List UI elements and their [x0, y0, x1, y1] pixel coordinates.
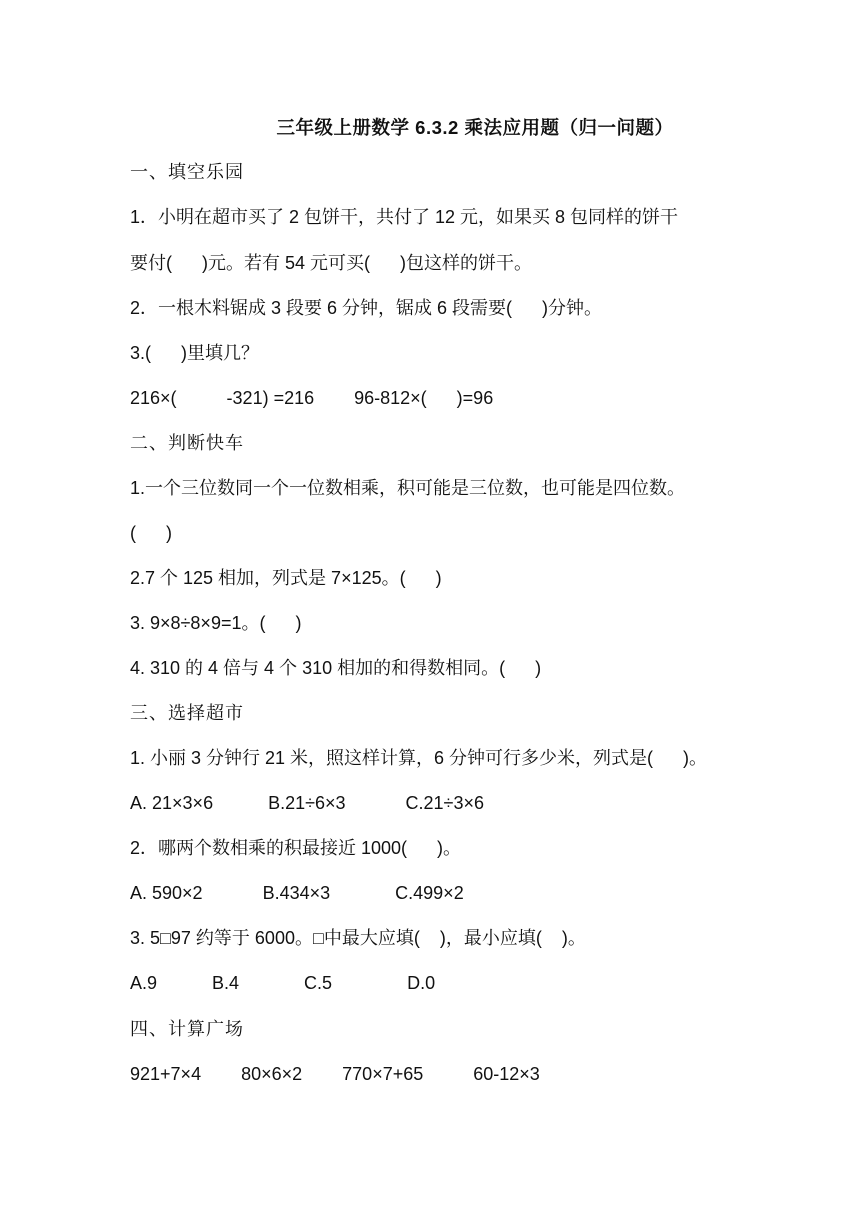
worksheet-title: 三年级上册数学 6.3.2 乘法应用题（归一问题）	[276, 117, 674, 138]
section-heading-calculation: 四、计算广场	[130, 1019, 244, 1039]
question-choice-2-options: A. 590×2 B.434×3 C.499×2	[130, 883, 464, 903]
question-fill-3-equations: 216×( -321) =216 96-812×( )=96	[130, 388, 494, 408]
question-choice-1-options: A. 21×3×6 B.21÷6×3 C.21÷3×6	[130, 793, 484, 813]
question-fill-1-line-1: 1．小明在超市买了 2 包饼干，共付了 12 元，如果买 8 包同样的饼干	[130, 207, 679, 227]
question-fill-2: 2．一根木料锯成 3 段要 6 分钟，锯成 6 段需要( )分钟。	[130, 298, 603, 318]
question-fill-3: 3.( )里填几？	[130, 343, 260, 363]
question-choice-2: 2．哪两个数相乘的积最接近 1000( )。	[130, 838, 462, 858]
question-choice-1: 1. 小丽 3 分钟行 21 米，照这样计算，6 分钟可行多少米，列式是( )。	[130, 748, 708, 768]
question-judge-2: 2.7 个 125 相加，列式是 7×125。( )	[130, 568, 442, 588]
question-judge-1-line-2: ( )	[130, 523, 172, 543]
question-choice-3: 3. 5□97 约等于 6000。□中最大应填( )，最小应填( )。	[130, 928, 586, 948]
section-heading-choice: 三、选择超市	[130, 703, 244, 723]
question-judge-4: 4. 310 的 4 倍与 4 个 310 相加的和得数相同。( )	[130, 658, 542, 678]
question-judge-3: 3. 9×8÷8×9=1。( )	[130, 613, 302, 633]
section-heading-true-false: 二、判断快车	[130, 433, 244, 453]
question-choice-3-options: A.9 B.4 C.5 D.0	[130, 973, 436, 993]
question-fill-1-line-2: 要付( )元。若有 54 元可买( )包这样的饼干。	[130, 253, 533, 273]
question-judge-1-line-1: 1.一个三位数同一个一位数相乘，积可能是三位数，也可能是四位数。	[130, 478, 686, 498]
calculation-expressions: 921+7×4 80×6×2 770×7+65 60-12×3	[130, 1064, 540, 1084]
section-heading-fill-blank: 一、填空乐园	[130, 162, 244, 182]
